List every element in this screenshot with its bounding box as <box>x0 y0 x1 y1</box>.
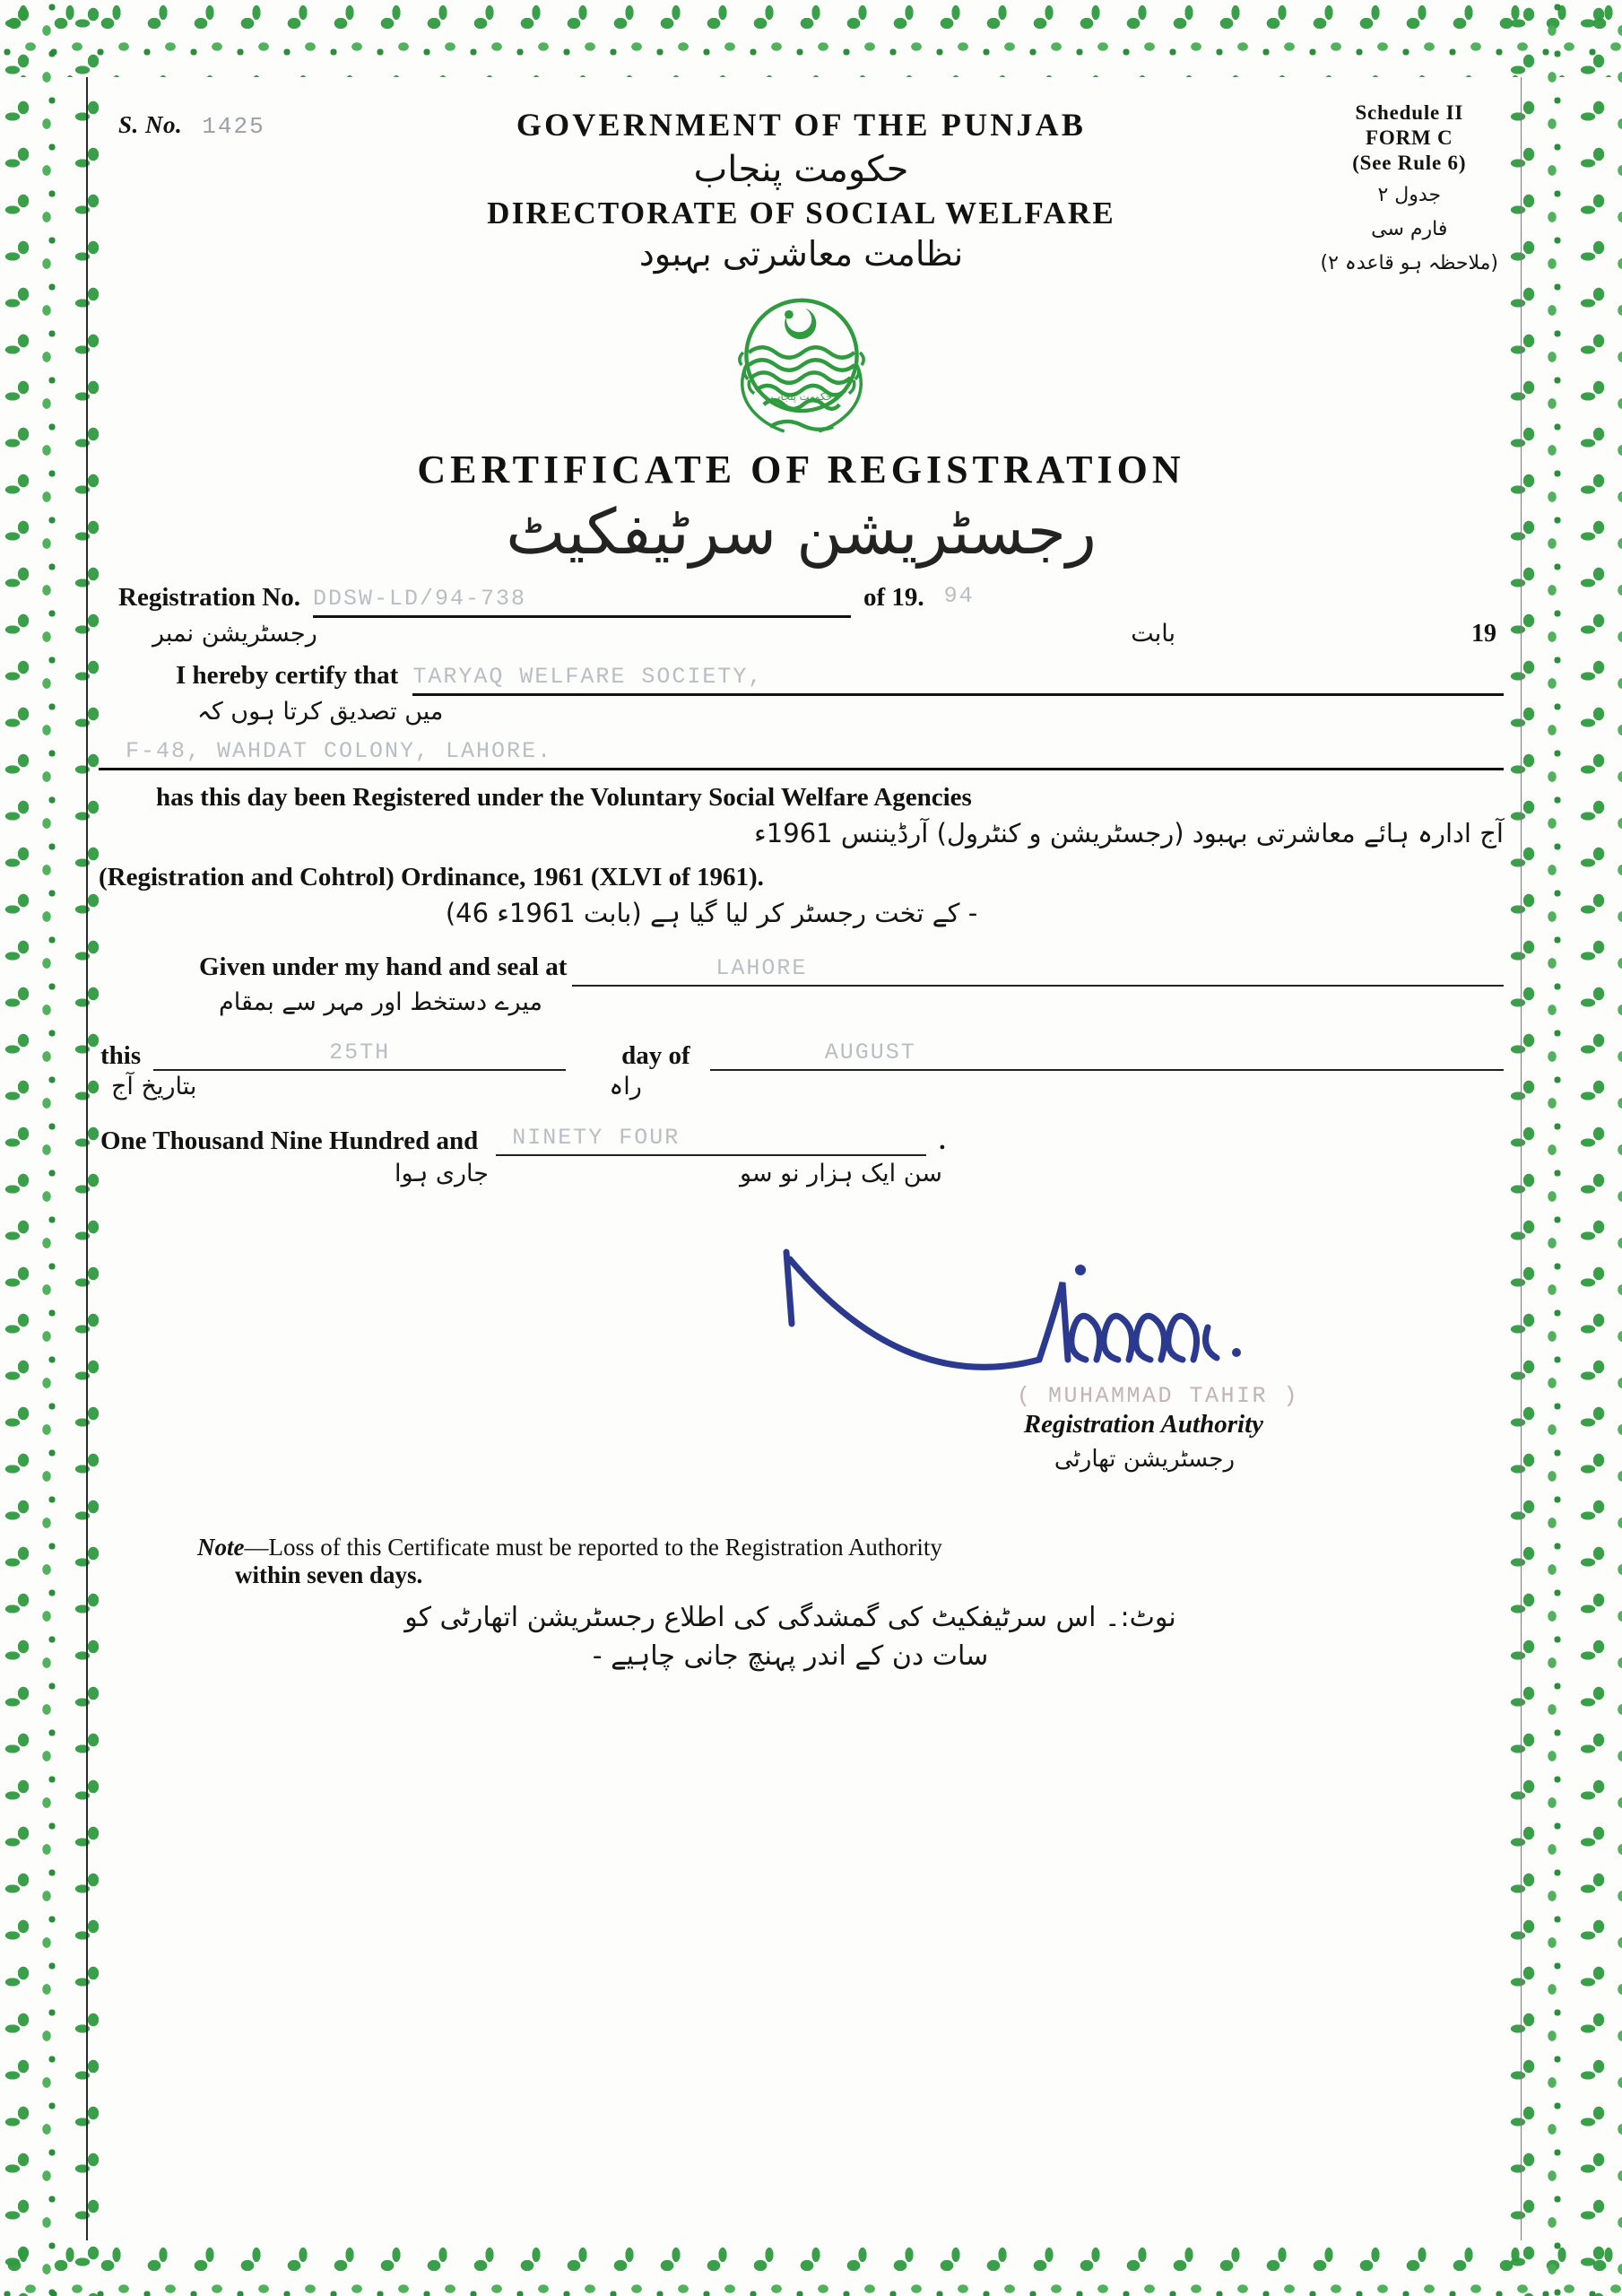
month-value[interactable]: AUGUST <box>824 1039 916 1065</box>
date-row-ur <box>99 1073 1504 1100</box>
year-prefix-ur: 19 <box>1471 620 1496 648</box>
year-words-row <box>99 1122 1504 1156</box>
border-band-left <box>0 0 99 2296</box>
see-rule-line: (See Rule 6) <box>1352 152 1467 175</box>
certificate-body <box>99 86 1504 2240</box>
society-name-value[interactable]: TARYAQ WELFARE SOCIETY, <box>412 664 764 690</box>
serial-number-label: S. No. <box>118 111 183 138</box>
place-value[interactable]: LAHORE <box>716 955 808 981</box>
sentence-period: . <box>939 1126 946 1155</box>
page-title: CERTIFICATE OF REGISTRATION <box>417 448 1185 491</box>
note-line-1 <box>99 1534 1504 1561</box>
border-band-right <box>1505 0 1622 2296</box>
this-label-ur: بتاریخ آج <box>111 1073 197 1100</box>
day-of-label: day of <box>621 1041 690 1070</box>
see-rule-line-ur: (ملاحظہ ہو قاعدہ ۲) <box>1320 251 1498 274</box>
day-of-label-ur: راہ <box>609 1073 642 1100</box>
signature-block <box>99 1225 1504 1473</box>
issued-ur: جاری ہوا <box>395 1160 489 1187</box>
page-title-ur: رجسٹریشن سرٹیفکیٹ <box>506 495 1097 569</box>
registered-line-row-ur <box>99 818 1504 848</box>
day-value[interactable]: 25TH <box>329 1039 391 1065</box>
form-line: FORM C <box>1366 126 1453 150</box>
handwritten-signature <box>770 1225 1272 1396</box>
signatory-role-ur: رجسٹریشن تھارٹی <box>1054 1446 1235 1473</box>
given-under-row <box>99 952 1504 987</box>
schedule-form-block <box>1321 100 1498 278</box>
registration-no-label-ur: رجسٹریشن نمبر <box>152 620 317 648</box>
punjab-government-emblem-icon <box>723 280 880 438</box>
year-words-value[interactable]: NINETY FOUR <box>512 1125 681 1151</box>
note-line-1-ur: نوٹ:۔ اس سرٹیفکیٹ کی گمشدگی کی اطلاع رجسٹریشن اتھارٹی کو <box>404 1602 1176 1633</box>
ordinance-line-ur: (46 بابت 1961ء) کے تخت رجسٹر کر لیا گیا ہے - <box>445 898 978 928</box>
note-line-2-ur: سات دن کے اندر پہنچ جانی چاہیے - <box>592 1640 989 1672</box>
this-label: this <box>100 1041 142 1070</box>
certify-row <box>99 661 1504 696</box>
given-under-row-ur <box>99 988 1504 1017</box>
border-band-top <box>0 0 1622 77</box>
directorate-title-en: DIRECTORATE OF SOCIAL WELFARE <box>487 196 1115 230</box>
government-title-ur: حکومت پنجاب <box>693 149 909 190</box>
note-prefix: Note <box>197 1534 245 1561</box>
of-year-label: of 19. <box>863 583 924 612</box>
emblem-container <box>99 280 1504 441</box>
signatory-name: ( MUHAMMAD TAHIR ) <box>1016 1383 1299 1409</box>
directorate-title-ur: نظامت معاشرتی بہبود <box>638 234 964 274</box>
ordinance-line-en: (Registration and Cohtrol) Ordinance, 1961 (XLVI of 1961). <box>99 863 764 891</box>
certify-label-ur: میں تصدیق کرتا ہوں کہ <box>197 698 444 726</box>
society-address-row <box>99 735 1504 770</box>
certify-label: I hereby certify that <box>176 661 399 690</box>
schedule-line-ur: جدول ۲ <box>1377 184 1442 207</box>
year-label-ur: بابت <box>1131 620 1175 648</box>
date-row <box>99 1037 1504 1071</box>
emblem-motto: حکومت پنجاب <box>770 389 832 403</box>
form-line-ur: فارم سی <box>1371 218 1448 241</box>
ordinance-row-ur <box>99 898 1504 929</box>
note-line-2: within seven days. <box>235 1561 423 1588</box>
schedule-line: Schedule II <box>1355 101 1464 124</box>
registration-no-row <box>99 583 1504 618</box>
note-block <box>99 1534 1504 1672</box>
registration-no-row-ur <box>99 620 1504 648</box>
note-text-1: —Loss of this Certificate must be reported to the Registration Authority <box>244 1534 942 1561</box>
registered-line-row <box>99 783 1504 813</box>
government-title-en: GOVERNMENT OF THE PUNJAB <box>516 107 1087 143</box>
registration-no-value[interactable]: DDSW-LD/94-738 <box>312 586 527 612</box>
year-words-label: One Thousand Nine Hundred and <box>100 1126 479 1155</box>
document-header <box>99 86 1504 274</box>
form-fields <box>99 583 1504 1187</box>
signatory-role: Registration Authority <box>1023 1410 1263 1439</box>
certify-row-ur <box>99 698 1504 726</box>
registered-line-ur: آج ادارہ ہائے معاشرتی بہبود (رجسٹریشن و کنٹرول) آرڈیننس 1961ء <box>754 818 1504 848</box>
of-year-value[interactable]: 94 <box>943 583 975 609</box>
ordinance-row <box>99 863 1504 892</box>
border-band-bottom <box>0 2242 1622 2296</box>
year-words-label-ur: سن ایک ہزار نو سو <box>739 1160 942 1187</box>
society-address-value[interactable]: F-48, WAHDAT COLONY, LAHORE. <box>126 738 553 764</box>
year-words-row-ur <box>99 1160 1504 1187</box>
registration-no-label: Registration No. <box>118 583 300 612</box>
serial-number <box>118 111 265 140</box>
given-label-ur: میرے دستخط اور مہر سے بمقام <box>219 988 543 1016</box>
registered-line-en: has this day been Registered under the Voluntary Social Welfare Agencies <box>156 783 972 812</box>
serial-number-value: 1425 <box>202 113 265 140</box>
given-label: Given under my hand and seal at <box>199 952 568 981</box>
